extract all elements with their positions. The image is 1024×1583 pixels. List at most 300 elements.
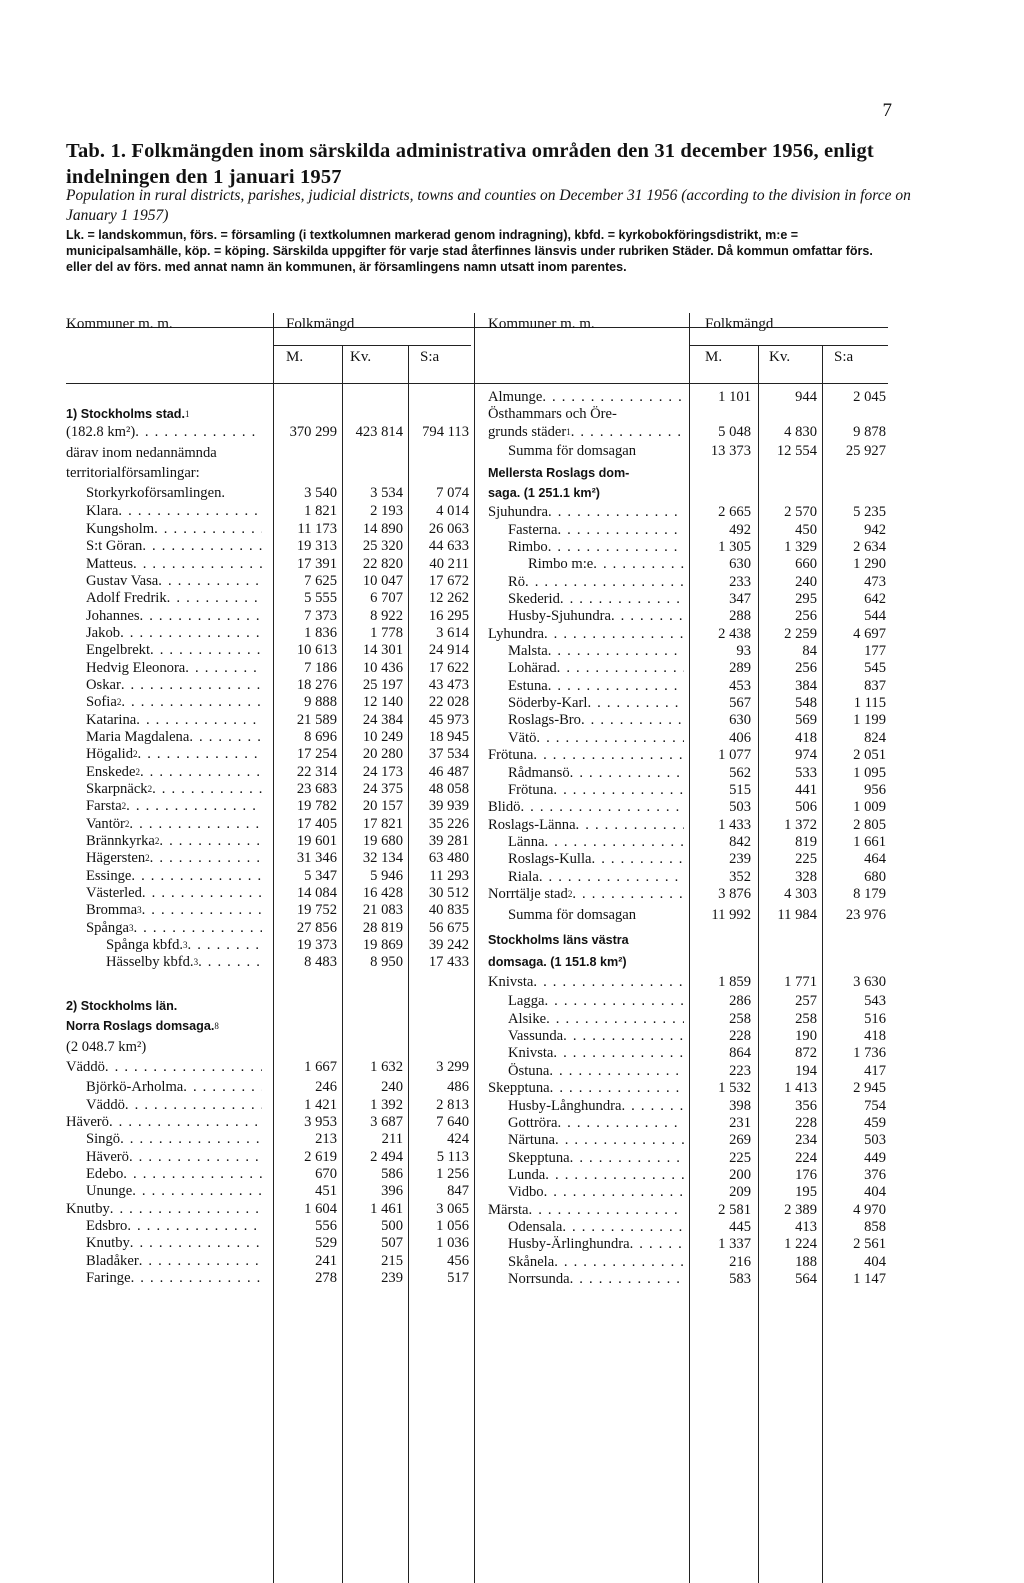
value-men: 445: [729, 1218, 751, 1235]
value-women: 215: [381, 1252, 403, 1269]
value-women: 328: [795, 868, 817, 885]
table-row: [488, 730, 886, 747]
value-men: 228: [729, 1028, 751, 1045]
value-total: 545: [864, 660, 886, 677]
table-row: [488, 441, 886, 462]
row-label: [86, 573, 262, 590]
value-men: 451: [315, 1183, 337, 1200]
row-label: [508, 1045, 684, 1062]
footnote-mark: 3: [128, 922, 134, 933]
value-women: 228: [795, 1114, 817, 1131]
value-total: 30 512: [428, 885, 469, 902]
value-women: 1 413: [784, 1080, 817, 1097]
row-label-text: Gottröra: [508, 1114, 558, 1131]
table-row: [488, 869, 886, 886]
row-label: [86, 625, 262, 642]
row-label-text: Lyhundra: [488, 625, 544, 642]
value-men: 223: [729, 1062, 751, 1079]
dot-leader: [542, 389, 684, 406]
value-men: 10 613: [296, 642, 337, 659]
header-kv-left: Kv.: [350, 349, 372, 365]
value-total: 43 473: [428, 676, 469, 693]
row-label-text: Sofia: [86, 694, 117, 711]
dot-leader: [142, 538, 262, 555]
footnote-mark: 2: [147, 783, 153, 794]
row-label-text: Essinge: [86, 867, 132, 884]
value-total: 1 095: [853, 764, 886, 781]
row-label-text: Engelbrekt: [86, 642, 151, 659]
dot-leader: [545, 1167, 684, 1184]
dot-leader: [189, 729, 262, 746]
table-row: [66, 746, 469, 763]
row-label: [86, 521, 262, 538]
value-women: 28 819: [362, 919, 403, 936]
value-total: 1 661: [853, 833, 886, 850]
row-label-text: Vassunda: [508, 1028, 564, 1045]
value-total: 4 697: [853, 625, 886, 642]
row-label-text: Högalid: [86, 746, 134, 763]
row-label: [488, 747, 684, 764]
header-bottom-rule: [66, 383, 888, 384]
value-total: 424: [447, 1131, 469, 1148]
row-label-text: Frötuna: [508, 781, 554, 798]
row-label: [508, 1063, 684, 1080]
table-row: [66, 850, 469, 867]
row-label-text: Skederid: [508, 591, 560, 608]
value-women: 17 821: [362, 815, 403, 832]
value-women: 507: [381, 1235, 403, 1252]
table-row: [488, 591, 886, 608]
row-label: [86, 590, 262, 607]
row-label-text: Bromma: [86, 902, 138, 919]
value-women: 450: [795, 521, 817, 538]
table-row: [66, 556, 469, 573]
value-women: 21 083: [362, 902, 403, 919]
table-row: [66, 1235, 469, 1252]
value-total: 4 014: [436, 503, 469, 520]
row-label: [488, 817, 684, 834]
value-men: 453: [729, 677, 751, 694]
row-label: [86, 483, 262, 504]
table-row: [488, 678, 886, 695]
table-row: [66, 1114, 469, 1131]
value-men: 19 782: [296, 798, 337, 815]
row-label-text: Jakob: [86, 624, 121, 641]
dot-leader: [123, 1166, 262, 1183]
row-label-text: Enskede: [86, 763, 136, 780]
value-men: 9 888: [304, 694, 337, 711]
value-total: 680: [864, 868, 886, 885]
value-men: 406: [729, 729, 751, 746]
dot-leader: [129, 816, 262, 833]
value-total: 456: [447, 1252, 469, 1269]
row-label: [508, 695, 684, 712]
dot-leader: [138, 746, 262, 763]
value-women: 2 389: [784, 1201, 817, 1218]
value-men: 21 589: [296, 711, 337, 728]
dot-leader: [563, 1028, 684, 1045]
dot-leader: [198, 954, 262, 971]
footnote-mark: 1: [566, 426, 571, 437]
row-label-text: Singö: [86, 1131, 121, 1148]
row-label-text: Riala: [508, 868, 539, 885]
row-label: [86, 1218, 262, 1235]
table-row: [66, 590, 469, 607]
value-women: 1 372: [784, 816, 817, 833]
table-title: Tab. 1. Folkmängden inom särskilda administrativa områden den 31 december 1956, enligt indelningen den 1 januari 1957: [66, 140, 874, 188]
table-row: [66, 920, 469, 937]
value-women: 24 384: [362, 711, 403, 728]
value-men: 246: [315, 1079, 337, 1096]
dot-leader: [150, 642, 262, 659]
value-total: 794 113: [422, 423, 469, 440]
value-men: 8 483: [304, 954, 337, 971]
value-women: 6 707: [370, 590, 403, 607]
dot-leader: [130, 1235, 262, 1252]
row-label-text: Vätö: [508, 729, 537, 746]
row-label: [508, 1132, 684, 1149]
table-row: [488, 462, 886, 485]
col-rule: [474, 313, 475, 1583]
row-label-text: Roslags-Bro: [508, 712, 581, 729]
table-row: [488, 574, 886, 591]
row-label: [66, 424, 262, 441]
abbreviation-notes: Lk. = landskommun, förs. = församling (i textkolumnen markerad genom indragning), kbfd. = kyrkobokföringsdistrikt, m:e = municipalsamhälle, köp. = köping. Särskilda uppgifter för varje stad återfinnes länsvis under rubriken Städer. Då kommun omfattar förs. eller del av förs. med annat namn än kommunen, är församlingens namn utsatt inom parentes.: [66, 228, 873, 275]
row-label-text: Rådmansö: [508, 764, 570, 781]
row-label-text: Lagga: [508, 993, 545, 1010]
table-row: [488, 799, 886, 816]
row-label-text: Vidbo: [508, 1184, 544, 1201]
row-label-text: Skånela: [508, 1253, 555, 1270]
dot-leader: [548, 539, 684, 556]
row-label-text: Väddö: [66, 1058, 105, 1075]
row-label-text: Roslags-Länna: [488, 816, 576, 833]
table-row: [66, 712, 469, 729]
row-label: [508, 608, 684, 625]
value-total: 956: [864, 781, 886, 798]
dot-leader: [611, 608, 684, 625]
value-total: 44 633: [428, 538, 469, 555]
value-women: 418: [795, 729, 817, 746]
dot-leader: [126, 798, 262, 815]
value-total: 7 074: [436, 484, 469, 501]
row-label: [86, 1270, 262, 1287]
value-total: 417: [864, 1062, 886, 1079]
dot-leader: [562, 1219, 684, 1236]
value-women: 12 554: [776, 443, 817, 460]
dot-leader: [560, 591, 684, 608]
value-total: 837: [864, 677, 886, 694]
value-women: 257: [795, 993, 817, 1010]
table-row: [66, 1166, 469, 1183]
header-kv-right: Kv.: [769, 349, 791, 365]
value-women: 211: [381, 1131, 403, 1148]
table-row: [66, 1201, 469, 1218]
dot-leader: [546, 1011, 684, 1028]
table-row: [488, 406, 886, 423]
row-label-text: Länna: [508, 833, 545, 850]
value-total: 1 036: [436, 1235, 469, 1252]
row-label: [86, 902, 262, 919]
value-total: 404: [864, 1184, 886, 1201]
table-row: [66, 798, 469, 815]
value-women: 258: [795, 1010, 817, 1027]
row-label-text: territorialförsamlingar:: [66, 465, 200, 482]
row-label: [508, 1150, 684, 1167]
table-row: [66, 1097, 469, 1114]
dot-leader: [525, 574, 684, 591]
dot-leader: [183, 1079, 262, 1096]
value-women: 84: [802, 643, 817, 660]
footnote-mark: 3: [137, 905, 142, 916]
value-men: 231: [729, 1114, 751, 1131]
table-row: [488, 424, 886, 441]
value-total: 3 299: [436, 1058, 469, 1075]
value-women: 413: [795, 1218, 817, 1235]
table-row: [488, 503, 886, 522]
row-label-text: Norra Roslags domsaga.: [66, 1019, 215, 1034]
row-label: [488, 886, 684, 903]
value-women: 12 140: [362, 694, 403, 711]
value-women: 1 392: [370, 1096, 403, 1113]
value-women: 10 047: [362, 572, 403, 589]
value-men: 1 337: [718, 1236, 751, 1253]
row-label-text: Hässelby kbfd.: [106, 954, 194, 971]
row-label-text: Johannes: [86, 607, 140, 624]
row-label-text: domsaga. (1 151.8 km²): [488, 954, 627, 969]
value-men: 225: [729, 1149, 751, 1166]
row-label-text: Summa för domsagan: [508, 907, 637, 924]
dot-leader: [576, 817, 684, 834]
row-label: [508, 903, 684, 928]
table-row: [66, 503, 469, 520]
value-total: 23 976: [845, 907, 886, 924]
value-men: 216: [729, 1253, 751, 1270]
value-women: 660: [795, 556, 817, 573]
dot-leader: [571, 424, 684, 441]
row-label: [488, 485, 684, 502]
value-total: 1 290: [853, 556, 886, 573]
table-row: [66, 885, 469, 902]
value-men: 1 821: [304, 503, 337, 520]
value-men: 3 876: [718, 885, 751, 902]
row-label-text: Norrsunda: [508, 1270, 570, 1287]
row-label: [508, 851, 684, 868]
value-men: 1 836: [304, 624, 337, 641]
value-total: 4 970: [853, 1201, 886, 1218]
value-women: 2 494: [370, 1148, 403, 1165]
row-label: [508, 1167, 684, 1184]
row-label-text: Maria Magdalena: [86, 728, 190, 745]
row-label: [488, 799, 684, 816]
value-men: 269: [729, 1132, 751, 1149]
row-label: [86, 677, 262, 694]
value-men: 1 433: [718, 816, 751, 833]
row-label: [86, 642, 262, 659]
value-total: 449: [864, 1149, 886, 1166]
table-row: [488, 1115, 886, 1132]
value-women: 1 329: [784, 539, 817, 556]
dot-leader: [544, 626, 684, 643]
value-total: 1 147: [853, 1270, 886, 1287]
row-label: [488, 626, 684, 643]
value-women: 234: [795, 1132, 817, 1149]
row-label: [86, 764, 262, 781]
table-row: [66, 521, 469, 538]
dot-leader: [120, 1131, 262, 1148]
footnote-mark: 2: [145, 853, 150, 864]
row-label: [488, 971, 684, 994]
value-men: 2 665: [718, 503, 751, 520]
row-label-text: (2 048.7 km²): [66, 1038, 147, 1055]
value-men: 864: [729, 1045, 751, 1062]
value-women: 14 890: [362, 520, 403, 537]
row-label-text: Vantör: [86, 815, 125, 832]
row-label: [86, 816, 262, 833]
value-women: 195: [795, 1184, 817, 1201]
value-men: 503: [729, 799, 751, 816]
value-total: 942: [864, 521, 886, 538]
row-label-text: Faringe: [86, 1270, 131, 1287]
row-label: [488, 424, 684, 441]
table-row: [66, 694, 469, 711]
value-men: 1 604: [304, 1200, 337, 1217]
value-women: 1 632: [370, 1058, 403, 1075]
table-row: [66, 642, 469, 659]
row-label-text: Skarpnäck: [86, 780, 148, 797]
table-row: [488, 712, 886, 729]
value-total: 17 433: [428, 954, 469, 971]
row-label-text: Stockholms läns västra: [488, 933, 629, 948]
row-label: [488, 406, 684, 423]
value-total: 17 672: [428, 572, 469, 589]
dot-leader: [188, 937, 262, 954]
value-women: 10 249: [362, 728, 403, 745]
row-label-text: Söderby-Karl: [508, 695, 588, 712]
value-men: 556: [315, 1218, 337, 1235]
value-total: 2 051: [853, 747, 886, 764]
value-women: 423 814: [355, 423, 403, 440]
table-row: [488, 1045, 886, 1062]
value-total: 1 199: [853, 712, 886, 729]
value-total: 404: [864, 1253, 886, 1270]
value-men: 1 859: [718, 973, 751, 990]
header-m-left: M.: [286, 349, 304, 365]
value-men: 529: [315, 1235, 337, 1252]
dot-leader: [167, 590, 262, 607]
table-row: [488, 747, 886, 764]
table-row: [488, 782, 886, 799]
value-women: 974: [795, 747, 817, 764]
table-row: [66, 1183, 469, 1200]
dot-leader: [529, 1202, 684, 1219]
value-men: 200: [729, 1166, 751, 1183]
row-label: [528, 556, 684, 573]
value-men: 27 856: [296, 919, 337, 936]
value-men: 288: [729, 608, 751, 625]
table-row: [488, 695, 886, 712]
table-row: [66, 1079, 469, 1096]
row-label-text: Knutby: [86, 1235, 130, 1252]
row-label: [86, 660, 262, 677]
row-label-text: Västerled: [86, 885, 142, 902]
value-total: 543: [864, 993, 886, 1010]
table-row: [488, 1011, 886, 1028]
right-table: [488, 389, 886, 1288]
row-label: [508, 441, 684, 462]
row-label-text: Brännkyrka: [86, 833, 155, 849]
header-sa-left: S:a: [420, 349, 440, 365]
row-label: [508, 522, 684, 539]
value-total: 517: [447, 1270, 469, 1287]
header-kommuner-right: Kommuner m. m.: [488, 316, 595, 332]
row-label: [488, 462, 684, 485]
value-women: 225: [795, 851, 817, 868]
value-men: 19 601: [296, 833, 337, 849]
footnote-mark: 2: [116, 697, 122, 708]
value-women: 11 984: [777, 907, 817, 924]
dot-leader: [133, 556, 262, 573]
value-total: 2 634: [853, 539, 886, 556]
footnote-mark: 2: [124, 818, 130, 829]
table-row: [66, 677, 469, 694]
row-label: [508, 574, 684, 591]
dot-leader: [544, 1184, 684, 1201]
table-row: [66, 1131, 469, 1148]
footnote-mark: 2: [567, 888, 573, 899]
dot-leader: [555, 1132, 684, 1149]
value-men: 289: [729, 660, 751, 677]
value-total: 25 927: [845, 443, 886, 460]
value-men: 2 438: [718, 625, 751, 642]
value-women: 1 224: [784, 1236, 817, 1253]
dot-leader: [587, 695, 684, 712]
value-total: 12 262: [428, 590, 469, 607]
row-label-text: Häverö: [86, 1148, 129, 1165]
table-row: [488, 1167, 886, 1184]
dot-leader: [133, 920, 262, 937]
row-label: [508, 1184, 684, 1201]
row-label: [508, 660, 684, 677]
table-row: [488, 1150, 886, 1167]
row-label: [508, 1254, 684, 1271]
value-men: 5 048: [718, 423, 751, 440]
row-label: [508, 1219, 684, 1236]
row-label-text: Lunda: [508, 1166, 546, 1183]
value-women: 586: [381, 1166, 403, 1183]
table-row: [488, 1219, 886, 1236]
value-women: 240: [795, 573, 817, 590]
value-women: 3 534: [370, 484, 403, 501]
value-men: 2 581: [718, 1201, 751, 1218]
value-men: 398: [729, 1097, 751, 1114]
row-label: [86, 1149, 262, 1166]
value-women: 2 259: [784, 625, 817, 642]
value-women: 16 428: [362, 885, 403, 902]
value-total: 2 805: [853, 816, 886, 833]
row-label-text: Odensala: [508, 1218, 563, 1235]
row-label: [106, 954, 262, 971]
value-women: 256: [795, 608, 817, 625]
row-label: [508, 591, 684, 608]
value-women: 3 687: [370, 1113, 403, 1130]
row-label-text: därav inom nedannämnda: [66, 445, 217, 462]
value-women: 533: [795, 764, 817, 781]
value-total: 24 914: [428, 642, 469, 659]
dot-leader: [152, 781, 262, 798]
dot-leader: [125, 1097, 262, 1114]
value-total: 642: [864, 591, 886, 608]
